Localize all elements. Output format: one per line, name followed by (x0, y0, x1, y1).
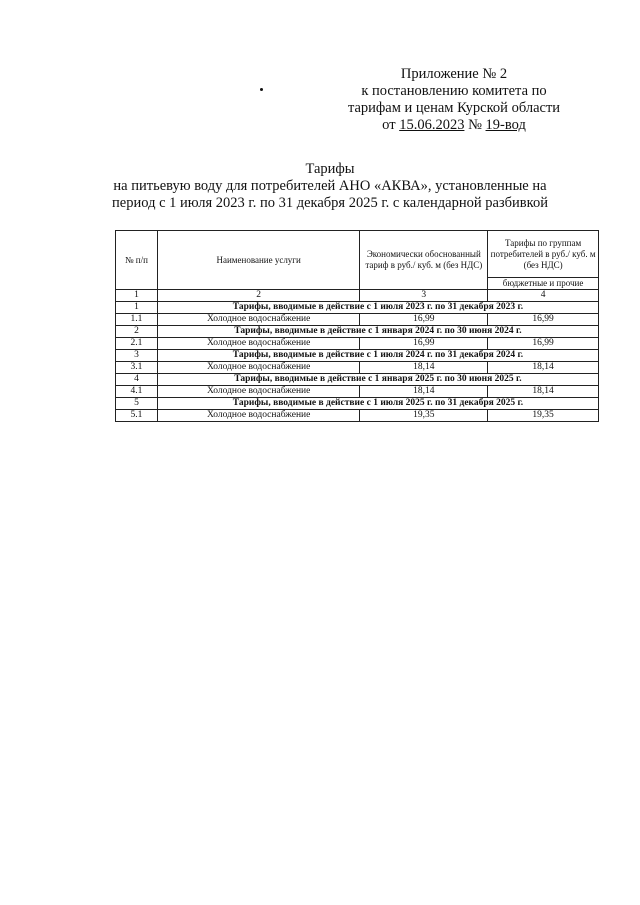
row-num: 2.1 (116, 338, 158, 350)
table-row (116, 314, 599, 326)
row-economic: 16,99 (360, 314, 488, 326)
section-title: Тарифы, вводимые в действие с 1 января 2025 г. по 30 июня 2025 г. (157, 374, 598, 386)
row-economic: 18,14 (360, 386, 488, 398)
header-groups-sub: бюджетные и прочие (488, 278, 599, 290)
section-num: 5 (116, 398, 158, 410)
appendix-date: 15.06.2023 (399, 117, 465, 133)
section-num: 3 (116, 350, 158, 362)
section-title: Тарифы, вводимые в действие с 1 июля 2025 г. по 31 декабря 2025 г. (157, 398, 598, 410)
col-number: 1 (116, 290, 158, 302)
row-group: 16,99 (488, 314, 599, 326)
col-number: 2 (157, 290, 360, 302)
date-prefix: от (382, 117, 400, 133)
appendix-date-line (334, 117, 574, 134)
row-num: 3.1 (116, 362, 158, 374)
col-number: 4 (488, 290, 599, 302)
title-line: на питьевую воду для потребителей АНО «АКВА», установленные на (113, 178, 547, 194)
tariff-table (115, 230, 599, 422)
appendix-number: 19-вод (485, 117, 526, 133)
section-num: 2 (116, 326, 158, 338)
title-line: Тарифы (305, 161, 355, 177)
table-row (116, 410, 599, 422)
row-group: 16,99 (488, 338, 599, 350)
row-group: 18,14 (488, 362, 599, 374)
table-row (116, 362, 599, 374)
row-economic: 18,14 (360, 362, 488, 374)
header-economic: Экономически обоснованный тариф в руб./ куб. м (без НДС) (360, 231, 488, 290)
appendix-title: Приложение № 2 (400, 66, 508, 82)
row-group: 19,35 (488, 410, 599, 422)
number-prefix: № (464, 117, 486, 133)
row-economic: 19,35 (360, 410, 488, 422)
row-num: 4.1 (116, 386, 158, 398)
section-num: 1 (116, 302, 158, 314)
section-row (116, 398, 599, 410)
section-row (116, 326, 599, 338)
header-num: № п/п (116, 231, 158, 290)
appendix-block (334, 66, 574, 134)
section-num: 4 (116, 374, 158, 386)
row-num: 5.1 (116, 410, 158, 422)
section-title: Тарифы, вводимые в действие с 1 июля 2023 г. по 31 декабря 2023 г. (157, 302, 598, 314)
document-title (60, 161, 600, 212)
row-name: Холодное водоснабжение (157, 338, 360, 350)
table-row (116, 386, 599, 398)
section-title: Тарифы, вводимые в действие с 1 июля 2024 г. по 31 декабря 2024 г. (157, 350, 598, 362)
header-groups: Тарифы по группам потребителей в руб./ куб. м (без НДС) (488, 231, 599, 278)
section-title: Тарифы, вводимые в действие с 1 января 2024 г. по 30 июня 2024 г. (157, 326, 598, 338)
title-line: период с 1 июля 2023 г. по 31 декабря 2025 г. с календарной разбивкой (112, 195, 548, 211)
row-name: Холодное водоснабжение (157, 410, 360, 422)
header-service: Наименование услуги (157, 231, 360, 290)
row-name: Холодное водоснабжение (157, 386, 360, 398)
row-name: Холодное водоснабжение (157, 314, 360, 326)
row-num: 1.1 (116, 314, 158, 326)
row-economic: 16,99 (360, 338, 488, 350)
row-name: Холодное водоснабжение (157, 362, 360, 374)
row-group: 18,14 (488, 386, 599, 398)
appendix-line: тарифам и ценам Курской области (347, 100, 561, 116)
col-number: 3 (360, 290, 488, 302)
appendix-line: к постановлению комитета по (361, 83, 547, 99)
table-row (116, 338, 599, 350)
section-row (116, 350, 599, 362)
section-row (116, 302, 599, 314)
scan-dot (260, 88, 263, 91)
section-row (116, 374, 599, 386)
